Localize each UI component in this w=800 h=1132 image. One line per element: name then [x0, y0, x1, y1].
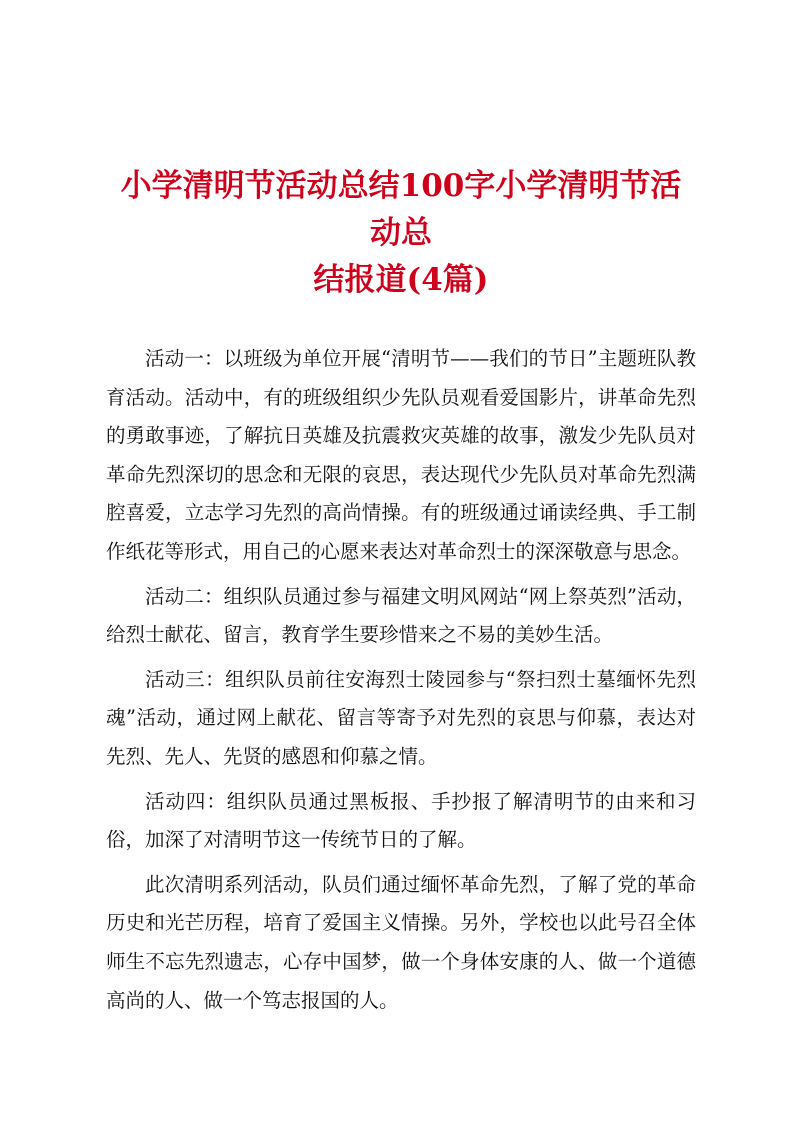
document-title [106, 0, 696, 304]
paragraph-activity-1: 活动一：以班级为单位开展“清明节——我们的节日”主题班队教育活动。活动中，有的班级组织少先队员观看爱国影片，讲革命先烈的勇敢事迹，了解抗日英雄及抗震救灾英雄的故事，激发少先队员对革命先烈深切的思念和无限的哀思，表达现代少先队员对革命先烈满腔喜爱，立志学习先烈的高尚情操。有的班级通过诵读经典、手工制作纸花等形式，用自己的心愿来表达对革命烈士的深深敬意与思念。 [106, 347, 696, 563]
paragraph-summary: 此次清明系列活动，队员们通过缅怀革命先烈，了解了党的革命历史和光芒历程，培育了爱国主义情操。另外，学校也以此号召全体师生不忘先烈遗志，心存中国梦，做一个身体安康的人、做一个道德高尚的人、做一个笃志报国的人。 [106, 872, 696, 1012]
paragraph-activity-2: 活动二：组织队员通过参与福建文明风网站“网上祭英烈”活动，给烈士献花、留言，教育学生要珍惜来之不易的美妙生活。 [106, 584, 696, 647]
title-line-2: 结报道(4篇) [313, 262, 489, 298]
paragraph-activity-3: 活动三：组织队员前往安海烈士陵园参与“祭扫烈士墓缅怀先烈魂”活动，通过网上献花、留言等寄予对先烈的哀思与仰慕，表达对先烈、先人、先贤的感恩和仰慕之情。 [106, 667, 696, 768]
document-body [106, 340, 696, 1020]
paragraph-activity-4: 活动四：组织队员通过黑板报、手抄报了解清明节的由来和习俗，加深了对清明节这一传统节日的了解。 [106, 789, 696, 852]
title-line-1: 小学清明节活动总结100字小学清明节活动总 [120, 168, 682, 251]
